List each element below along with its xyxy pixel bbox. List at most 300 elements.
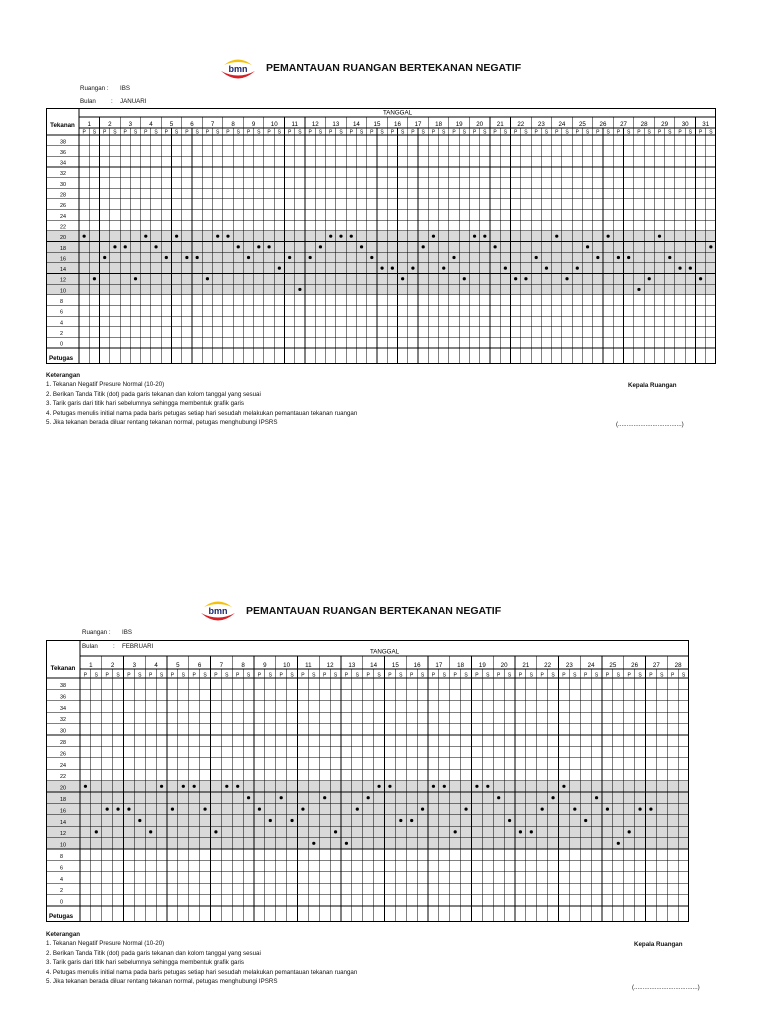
reading-dot [380,267,383,270]
reading-dot [576,267,579,270]
shift-label: S [277,129,282,136]
day-number: 6 [197,662,202,669]
shift-label: S [681,672,686,679]
shift-label: S [709,129,713,136]
shift-label: S [565,129,569,136]
page-title: PEMANTAUAN RUANGAN BERTEKANAN NEGATIF [246,605,502,617]
tekanan-header: Tekanan [50,122,75,129]
shift-label: P [144,129,148,136]
day-number: 21 [522,662,530,669]
day-number: 12 [326,662,334,669]
day-number: 30 [681,121,689,128]
day-number: 15 [391,662,399,669]
shift-label: P [534,129,538,136]
reading-dot [606,808,609,811]
shift-label: S [400,129,405,136]
reading-dot [377,785,380,788]
shift-label: P [657,129,662,136]
shift-label: P [82,129,86,136]
shift-label: P [388,672,392,679]
pressure-level-label: 32 [60,717,66,724]
normal-range-band [46,815,689,826]
pressure-level-label: 4 [60,320,63,327]
reading-dot [127,808,130,811]
reading-dot [514,277,517,280]
shift-label: S [668,129,672,136]
reading-dot [401,277,404,280]
reading-dot [290,819,293,822]
normal-range-band [46,242,716,253]
reading-dot [497,796,500,799]
day-number: 13 [332,121,340,128]
reading-dot [93,277,96,280]
day-number: 23 [565,662,573,669]
shift-label: S [626,129,631,136]
shift-label: P [103,129,107,136]
note-item: 3. Tarik garis dari titik hari sebelumnya sehingga membentuk grafik garis [46,400,244,408]
day-number: 31 [702,121,710,128]
pressure-level-label: 32 [60,171,66,178]
reading-dot [494,245,497,248]
day-number: 2 [108,121,112,128]
reading-dot [138,819,141,822]
note-item: 4. Petugas menulis initial nama pada baris petugas setiap hari sesudah melakukan pemantauan tekanan ruangan [46,409,358,417]
pressure-level-label: 28 [60,740,66,746]
reading-dot [134,277,137,280]
day-number: 9 [263,662,267,669]
shift-label: P [185,129,189,136]
bulan-value: JANUARI [120,98,147,105]
day-number: 5 [169,121,174,128]
reading-dot [555,235,558,238]
pressure-level-label: 16 [60,808,66,815]
reading-dot [236,785,239,788]
reading-dot [185,256,188,259]
shift-label: S [524,129,528,136]
day-number: 10 [270,121,278,128]
reading-dot [216,235,219,238]
note-item: 5. Jika tekanan berada diluar rentang tekanan normal, petugas menghubungi IPSRS [46,419,278,427]
pressure-level-label: 2 [60,330,63,337]
reading-dot [463,277,466,280]
shift-label: S [94,672,98,679]
reading-dot [422,245,425,248]
shift-label: P [497,672,501,679]
reading-dot [116,808,119,811]
reading-dot [149,830,152,833]
note-item: 5. Jika tekanan berada diluar rentang tekanan normal, petugas menghubungi IPSRS [46,978,278,986]
pressure-level-label: 18 [60,797,66,803]
reading-dot [323,796,326,799]
reading-dot [464,808,467,811]
tanggal-header: TANGGAL [369,648,400,656]
pressure-level-label: 22 [60,224,66,231]
shift-label: P [257,672,262,679]
reading-dot [399,819,402,822]
shift-label: S [181,672,185,679]
normal-range-band [46,826,689,837]
shift-label: S [507,672,512,679]
reading-dot [541,808,544,811]
reading-dot [345,842,348,845]
reading-dot [411,267,414,270]
hospital-logo-icon [218,56,258,82]
reading-dot [596,256,599,259]
shift-label: S [290,672,294,679]
pressure-level-label: 10 [60,842,66,849]
ruangan-label: Ruangan : [82,629,111,636]
shift-label: P [475,672,479,679]
pressure-level-label: 36 [60,694,66,701]
shift-label: P [411,129,415,136]
shift-label: S [544,129,549,136]
shift-label: S [380,129,384,136]
reading-dot [709,245,712,248]
day-number: 22 [544,662,552,669]
shift-label: P [205,129,210,136]
day-number: 10 [283,662,291,669]
reading-dot [649,808,652,811]
reading-dot [486,785,489,788]
pressure-level-label: 8 [60,299,63,305]
reading-dot [443,785,446,788]
ruangan-row [80,85,130,92]
shift-label: P [214,672,218,679]
reading-dot [452,256,455,259]
shift-label: S [138,672,142,679]
reading-dot [113,245,116,248]
day-number: 24 [587,662,595,669]
shift-label: P [513,129,518,136]
ruangan-label: Ruangan : [80,85,109,92]
reading-dot [196,256,199,259]
notes-block [46,371,357,427]
shift-label: S [464,672,468,679]
svg-text:bmn: bmn [208,606,228,616]
reading-dot [175,235,178,238]
reading-dot [226,235,229,238]
pressure-level-label: 14 [60,819,66,826]
shift-label: S [268,672,272,679]
shift-label: S [594,672,599,679]
shift-label: S [442,672,446,679]
reading-dot [617,256,620,259]
note-item: 2. Berikan Tanda Titik (dot) pada garis tekanan dan kolom tanggal yang sesuai [46,949,261,957]
reading-dot [410,819,413,822]
reading-dot [483,235,486,238]
reading-dot [257,245,260,248]
day-number: 7 [219,662,224,669]
reading-dot [144,235,147,238]
bulan-separator: : [111,98,113,105]
day-number: 26 [631,662,639,669]
day-number: 12 [311,121,319,128]
normal-range-band [46,838,689,849]
notes-block [46,930,357,986]
signature-heading: Kepala Ruangan [628,382,677,389]
shift-label: P [410,672,414,679]
reading-dot [658,235,661,238]
reading-dot [370,256,373,259]
shift-label: S [442,129,446,136]
shift-label: S [421,129,425,136]
shift-label: P [698,129,703,136]
bulan-label: Bulan [80,98,96,105]
day-number: 28 [640,121,648,128]
reading-dot [329,235,332,238]
pressure-level-label: 38 [60,139,66,146]
day-number: 20 [476,121,484,128]
day-number: 2 [110,662,115,669]
pressure-level-label: 0 [60,341,63,348]
shift-label: S [318,129,323,136]
shift-label: S [585,129,590,136]
reading-dot [103,256,106,259]
reading-dot [551,796,554,799]
reading-dot [95,830,98,833]
reading-dot [628,830,631,833]
shift-label: S [225,672,229,679]
day-number: 25 [578,121,586,128]
reading-dot [475,785,478,788]
shift-label: S [399,672,403,679]
shift-label: S [616,672,620,679]
signature-line: (.....................................) [616,421,684,428]
reading-dot [565,277,568,280]
reading-dot [356,808,359,811]
bulan-label: Bulan [82,643,98,650]
reading-dot [309,256,312,259]
reading-dot [247,256,250,259]
pressure-level-label: 12 [60,277,66,284]
normal-range-band [46,284,716,295]
reading-dot [193,785,196,788]
shift-label: P [452,129,456,136]
svg-text:bmn: bmn [228,64,248,74]
pressure-level-label: 0 [60,899,63,906]
shift-label: P [301,672,305,679]
day-number: 5 [176,662,180,669]
pressure-level-label: 34 [60,160,66,167]
day-number: 1 [87,121,92,128]
signature-line: (.....................................) [632,984,700,991]
day-number: 4 [149,121,153,128]
reading-dot [278,267,281,270]
shift-label: P [226,129,230,136]
shift-label: P [323,672,327,679]
reading-dot [689,267,692,270]
shift-label: P [279,672,283,679]
reading-dot [699,277,702,280]
day-number: 8 [231,121,235,128]
day-number: 9 [251,121,256,128]
ruangan-value: IBS [122,629,132,636]
day-number: 11 [291,121,298,128]
day-number: 27 [652,662,660,669]
reading-dot [421,808,424,811]
reading-dot [524,277,527,280]
shift-label: S [116,672,120,679]
pressure-level-label: 22 [60,774,66,781]
pressure-level-label: 14 [60,267,66,274]
reading-dot [312,842,315,845]
pressure-level-label: 28 [60,192,66,199]
shift-label: S [203,672,207,679]
shift-label: P [637,129,641,136]
reading-dot [432,785,435,788]
reading-dot [301,808,304,811]
shift-label: P [287,129,292,136]
day-number: 15 [373,121,381,128]
pressure-level-label: 6 [60,309,63,316]
day-number: 6 [190,121,194,128]
day-number: 16 [413,662,421,669]
hospital-logo-icon [198,598,238,624]
pressure-level-label: 6 [60,865,63,872]
petugas-label: Petugas [49,355,74,362]
bulan-separator: : [113,643,115,650]
shift-label: P [123,129,127,136]
shift-label: P [605,672,610,679]
shift-label: P [596,129,600,136]
day-number: 18 [435,121,443,128]
reading-dot [648,277,651,280]
pressure-level-label: 10 [60,288,66,295]
note-item: 4. Petugas menulis initial nama pada baris petugas setiap hari sesudah melakukan pemantauan tekanan ruangan [46,968,358,976]
reading-dot [225,785,228,788]
reading-dot [124,245,127,248]
reading-dot [545,267,548,270]
day-number: 29 [661,121,669,128]
tanggal-header: TANGGAL [382,109,413,117]
reading-dot [83,235,86,238]
shift-label: S [159,672,164,679]
pressure-level-label: 4 [60,876,63,883]
normal-range-band [46,273,716,284]
pressure-level-label: 34 [60,705,66,712]
pressure-level-label: 36 [60,149,66,156]
reading-dot [269,819,272,822]
pressure-grid [46,108,716,364]
ruangan-value: IBS [120,85,130,92]
reading-dot [206,277,209,280]
reading-dot [367,796,370,799]
reading-dot [84,785,87,788]
day-number: 14 [352,121,360,128]
pressure-grid [46,640,689,922]
pressure-level-label: 20 [60,785,66,792]
reading-dot [334,830,337,833]
day-number: 19 [455,121,463,128]
reading-dot [637,288,640,291]
pressure-level-label: 16 [60,256,66,263]
shift-label: P [472,129,477,136]
shift-label: P [678,129,682,136]
pressure-level-label: 2 [60,888,63,895]
shift-label: P [344,672,349,679]
shift-label: S [174,129,179,136]
reading-dot [454,830,457,833]
reading-dot [586,245,589,248]
reading-dot [668,256,671,259]
day-number: 26 [599,121,607,128]
reading-dot [519,830,522,833]
shift-label: P [127,672,131,679]
reading-dot [530,830,533,833]
shift-label: S [92,129,97,136]
normal-range-band [46,781,689,792]
reading-dot [182,785,185,788]
shift-label: P [431,672,436,679]
note-item: 1. Tekanan Negatif Presure Normal (10-20) [46,381,165,389]
notes-heading: Keterangan [46,372,81,379]
shift-label: S [420,672,425,679]
reading-dot [247,796,250,799]
reading-dot [203,808,206,811]
pressure-level-label: 12 [60,831,66,838]
reading-dot [339,235,342,238]
shift-label: S [503,129,508,136]
day-number: 25 [609,662,617,669]
reading-dot [171,808,174,811]
reading-dot [595,796,598,799]
day-number: 3 [128,121,133,128]
shift-label: S [606,129,610,136]
reading-dot [237,245,240,248]
reading-dot [535,256,538,259]
reading-dot [214,830,217,833]
day-number: 17 [435,662,443,669]
shift-label: S [154,129,158,136]
shift-label: P [431,129,436,136]
shift-label: P [370,129,374,136]
day-number: 1 [89,662,93,669]
note-item: 3. Tarik garis dari titik hari sebelumnya sehingga membentuk grafik garis [46,959,244,967]
reading-dot [562,785,565,788]
day-number: 8 [241,662,245,669]
shift-label: S [339,129,343,136]
reading-dot [298,288,301,291]
ruangan-row [82,629,132,636]
day-number: 13 [348,662,356,669]
shift-label: P [616,129,621,136]
pressure-level-label: 30 [60,728,66,735]
shift-label: P [329,129,333,136]
day-number: 17 [414,121,422,128]
reading-dot [258,808,261,811]
day-number: 19 [478,662,486,669]
shift-label: S [113,129,117,136]
reading-dot [573,808,576,811]
reading-dot [154,245,157,248]
shift-label: S [551,672,555,679]
day-number: 21 [496,121,504,128]
shift-label: P [627,672,631,679]
shift-label: P [164,129,169,136]
shift-label: S [216,129,220,136]
reading-dot [350,235,353,238]
shift-label: P [575,129,579,136]
normal-range-band [46,252,716,263]
shift-label: P [349,129,353,136]
day-number: 24 [558,121,566,128]
day-number: 20 [500,662,508,669]
day-number: 4 [154,662,158,669]
pressure-level-label: 26 [60,751,66,758]
shift-label: S [359,129,364,136]
reading-dot [504,267,507,270]
day-number: 22 [517,121,525,128]
